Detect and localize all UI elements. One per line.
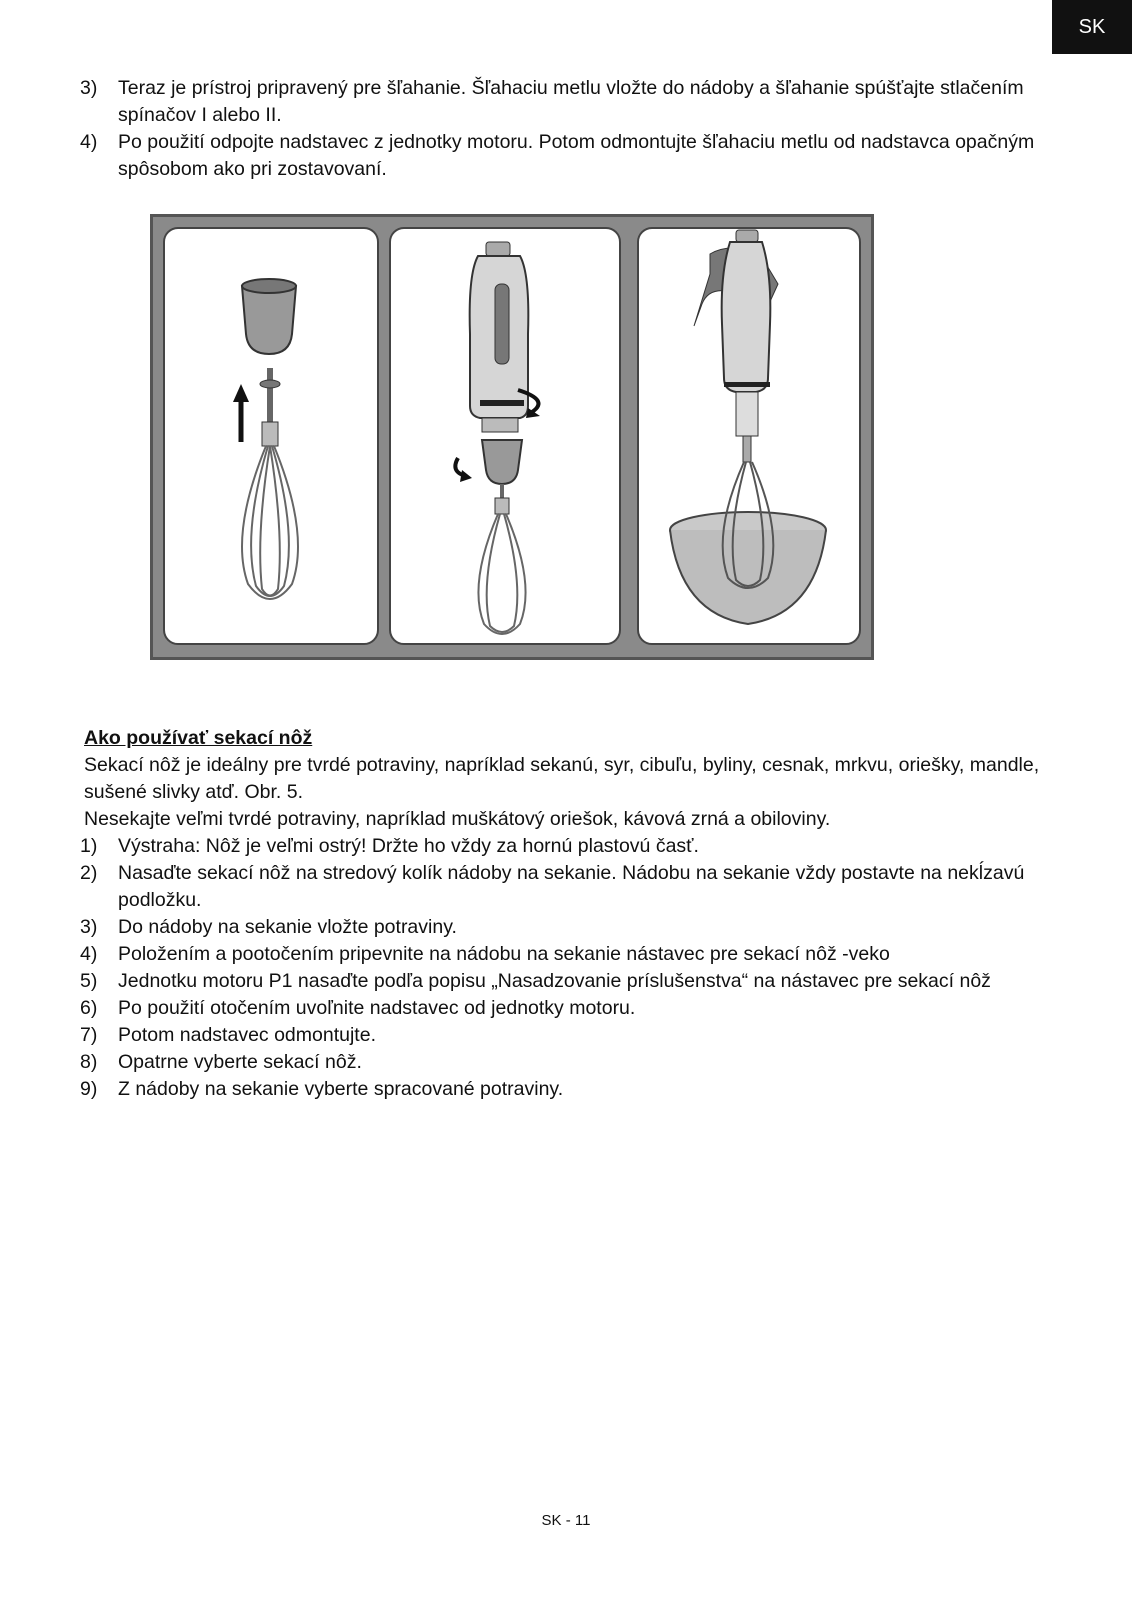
page-number: SK - 11 bbox=[541, 1512, 591, 1529]
item-text: Opatrne vyberte sekací nôž. bbox=[118, 1051, 362, 1073]
list-item bbox=[80, 914, 1044, 941]
list-item bbox=[80, 833, 1044, 860]
item-number: 7) bbox=[80, 1024, 98, 1046]
panel-motor-attach bbox=[390, 228, 620, 644]
list-item bbox=[80, 860, 1044, 914]
whisk-assembly-figure bbox=[150, 214, 874, 660]
instruction-list-top bbox=[80, 75, 1040, 183]
panel-whisk-attachment bbox=[164, 228, 378, 644]
list-item bbox=[80, 1022, 1044, 1049]
list-item bbox=[80, 1076, 1044, 1103]
chopper-section bbox=[80, 725, 1044, 1103]
item-number: 3) bbox=[80, 77, 98, 99]
list-item bbox=[80, 941, 1044, 968]
intro-paragraph: Sekací nôž je ideálny pre tvrdé potraviny, napríklad sekanú, syr, cibuľu, byliny, cesnak, mrkvu, oriešky, mandle, sušené slivky atď. Obr. 5. bbox=[84, 754, 1040, 803]
item-number: 8) bbox=[80, 1051, 98, 1073]
item-text: Z nádoby na sekanie vyberte spracované potraviny. bbox=[118, 1078, 564, 1100]
item-text: Teraz je prístroj pripravený pre šľahanie. Šľahaciu metlu vložte do nádoby a šľahanie spúšťajte stlačením spínačov I alebo II. bbox=[118, 77, 1024, 126]
item-number: 5) bbox=[80, 970, 98, 992]
item-text: Položením a pootočením pripevnite na nádobu na sekanie nástavec pre sekací nôž -veko bbox=[118, 943, 890, 965]
item-text: Do nádoby na sekanie vložte potraviny. bbox=[118, 916, 457, 938]
list-item bbox=[80, 1049, 1044, 1076]
item-number: 6) bbox=[80, 997, 98, 1019]
list-item bbox=[80, 968, 1044, 995]
section-heading: Ako používať sekací nôž bbox=[84, 727, 313, 749]
item-number: 2) bbox=[80, 862, 98, 884]
list-item bbox=[80, 75, 1040, 129]
chopper-steps-list bbox=[80, 833, 1044, 1103]
item-number: 3) bbox=[80, 916, 98, 938]
item-text: Nasaďte sekací nôž na stredový kolík nádoby na sekanie. Nádobu na sekanie vždy postavte na nekĺzavú podložku. bbox=[118, 862, 1025, 911]
item-number: 1) bbox=[80, 835, 98, 857]
list-item bbox=[80, 995, 1044, 1022]
item-number: 9) bbox=[80, 1078, 98, 1100]
item-text: Potom nadstavec odmontujte. bbox=[118, 1024, 376, 1046]
item-text: Po použití odpojte nadstavec z jednotky motoru. Potom odmontujte šľahaciu metlu od nadstavca opačným spôsobom ako pri zostavovaní. bbox=[118, 131, 1035, 180]
item-number: 4) bbox=[80, 943, 98, 965]
list-item bbox=[80, 129, 1040, 183]
warning-paragraph: Nesekajte veľmi tvrdé potraviny, napríklad muškátový oriešok, kávová zrná a obiloviny. bbox=[84, 808, 831, 830]
item-text: Jednotku motoru P1 nasaďte podľa popisu „Nasadzovanie príslušenstva“ na nástavec pre sekací nôž bbox=[118, 970, 991, 992]
item-number: 4) bbox=[80, 131, 98, 153]
panel-whisking-bowl bbox=[638, 228, 860, 644]
language-tab: SK bbox=[1052, 0, 1132, 54]
item-text: Po použití otočením uvoľnite nadstavec od jednotky motoru. bbox=[118, 997, 636, 1019]
item-text: Výstraha: Nôž je veľmi ostrý! Držte ho vždy za hornú plastovú časť. bbox=[118, 835, 699, 857]
